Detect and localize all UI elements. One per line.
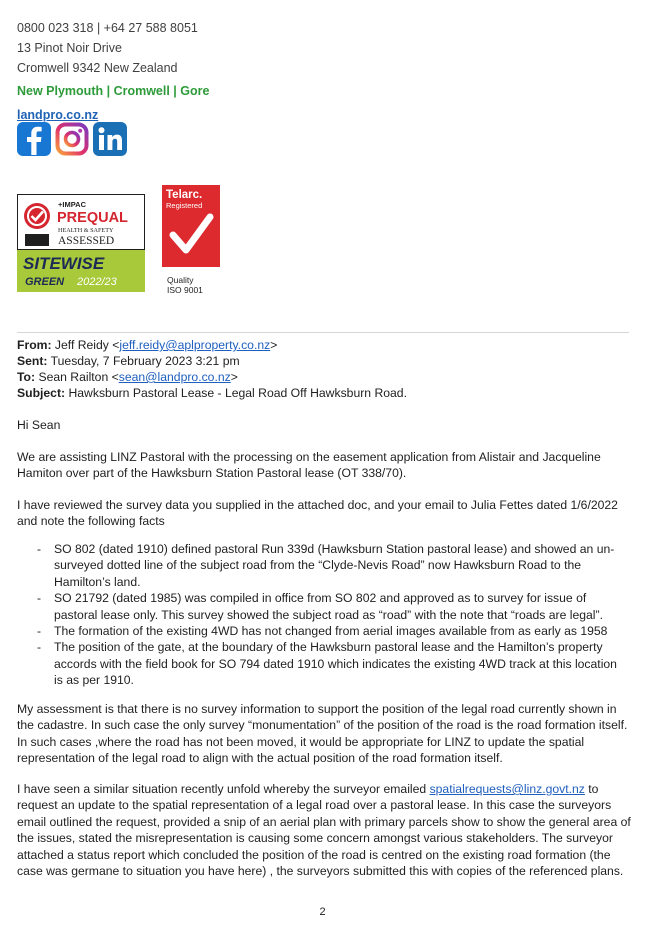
sent-value: Tuesday, 7 February 2023 3:21 pm [50, 354, 240, 368]
impac-prequal-text: PREQUAL [57, 210, 128, 226]
telarc-badge [162, 185, 220, 295]
email-paragraph-4 [17, 781, 632, 879]
list-item: - SO 802 (dated 1910) defined pastoral Run 339d (Hawksburn Station pastoral lease) and showed an un-surveyed dotted line of the subject road from the “Clyde-Nevis Road” now Hawksburn Road to the Hamilton’s land. [17, 541, 627, 590]
facebook-icon[interactable] [17, 122, 51, 156]
to-email-link[interactable]: sean@landpro.co.nz [118, 370, 231, 384]
subject-label: Subject: [17, 386, 66, 400]
linkedin-icon[interactable] [93, 122, 127, 156]
email-to-row [17, 369, 238, 385]
telarc-text: Telarc. [166, 189, 203, 201]
from-close: > [270, 338, 278, 352]
email-from-row [17, 337, 277, 353]
from-name: Jeff Reidy < [54, 338, 120, 352]
signature-offices: New Plymouth | Cromwell | Gore [17, 84, 210, 98]
signature-address-line1: 13 Pinot Noir Drive [17, 41, 122, 55]
page-number: 2 [319, 906, 326, 918]
email-paragraph-3: My assessment is that there is no survey information to support the position of the legal road currently shown in the cadastre. In such case the only survey “monumentation” of the position of the road is the road formation itself. In such cases ,where the road has not been moved, it would be appropriate for LINZ to update the spatial representation of the legal road to align with the actual position of the road formation itself. [17, 702, 628, 766]
facts-list [17, 541, 627, 689]
list-item: - SO 21792 (dated 1985) was compiled in office from SO 802 and approved as to survey for issue of pastoral lease only. This survey showed the subject road as “road” with the note that “roads are legal”. [17, 590, 627, 623]
impac-sitewise-badge [17, 194, 145, 292]
email-sent-row [17, 353, 240, 369]
subject-value: Hawksburn Pastoral Lease - Legal Road Off Hawksburn Road. [68, 386, 407, 400]
email-subject-row [17, 385, 407, 401]
sitewise-text: SITEWISE [23, 254, 105, 273]
spatial-requests-email-link[interactable]: spatialrequests@linz.govt.nz [429, 782, 585, 796]
telarc-iso-text: ISO 9001 [167, 285, 203, 295]
website-link[interactable]: landpro.co.nz [17, 108, 99, 122]
sitewise-year-text: 2022/23 [77, 276, 117, 288]
from-label: From: [17, 338, 52, 352]
email-paragraph-1: We are assisting LINZ Pastoral with the processing on the easement application from Alistair and Jacqueline Hamiton over part of the Hawksburn Station Pastoral lease (OT 338/70). [17, 450, 601, 481]
para4-start: I have seen a similar situation recently unfold whereby the surveyor emailed [17, 782, 430, 796]
telarc-registered-text: Registered [166, 201, 203, 210]
to-name: Sean Railton < [38, 370, 119, 384]
email-paragraph-2: I have reviewed the survey data you supplied in the attached doc, and your email to Julia Fettes dated 1/6/2022 and note the following facts [17, 498, 618, 529]
telarc-quality-text: Quality [167, 275, 194, 285]
sitewise-green-text: GREEN [25, 276, 65, 288]
impac-assessed-text: ASSESSED [58, 235, 115, 247]
sent-label: Sent: [17, 354, 48, 368]
impac-top-text: +IMPAC [58, 200, 86, 209]
to-close: > [230, 370, 238, 384]
separator-line [17, 332, 629, 333]
to-label: To: [17, 370, 36, 384]
from-email-link[interactable]: jeff.reidy@aplproperty.co.nz [119, 338, 271, 352]
list-item: - The position of the gate, at the boundary of the Hawksburn pastoral lease and the Hamilton’s property accords with the field book for SO 794 dated 1910 which indicates the existing 4WD track at this location is as per 1910. [17, 639, 627, 688]
impac-health-text: HEALTH & SAFETY [58, 227, 114, 234]
signature-phone: 0800 023 318 | +64 27 588 8051 [17, 21, 198, 35]
email-greeting: Hi Sean [17, 418, 61, 432]
signature-address-line2: Cromwell 9342 New Zealand [17, 61, 178, 75]
para4-rest: to request an update to the spatial representation of a legal road over a pastoral lease. In this case the surveyors email outlined the request, provided a snip of an aerial plan with primary parcels show to show the general area of the issues, stated the misrepresentation is causing some concern amongst various stakeholders. The surveyor attached a status report which concluded the position of the road is centred on the existing road formation (the case was germane to situation you have here) , the surveyors submitted this with copies of the referenced plans. [17, 782, 631, 879]
list-item: - The formation of the existing 4WD has not changed from aerial images available from as early as 1958 [17, 623, 627, 639]
instagram-icon[interactable] [55, 122, 89, 156]
